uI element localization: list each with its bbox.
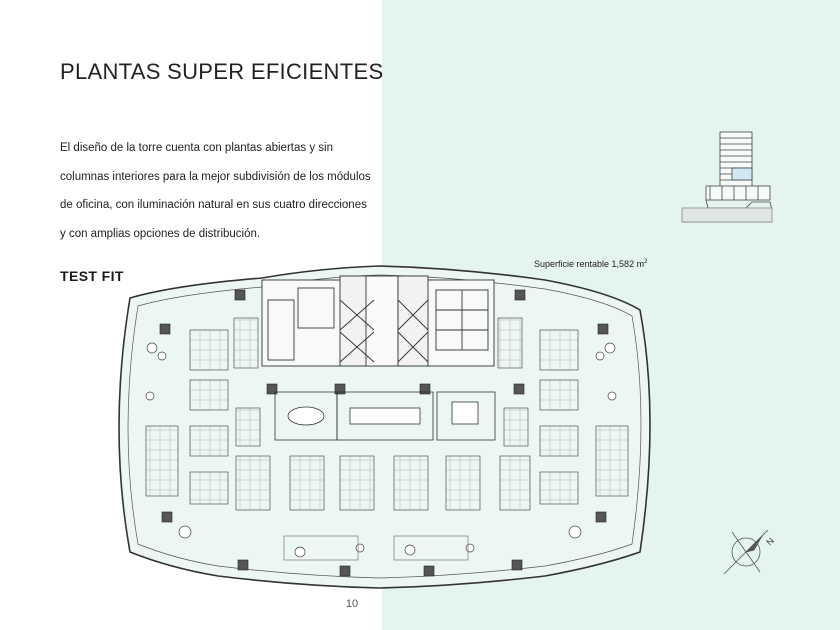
building-core [262,276,494,366]
page-number: 10 [345,598,359,610]
compass-north-label: N [764,535,777,548]
intro-line: El diseño de la torre cuenta con plantas abiertas y sin [60,142,333,154]
section-label-test-fit: TEST FIT [60,268,124,284]
intro-line: de oficina, con iluminación natural en sus cuatro direcciones [60,199,367,211]
intro-line: y con amplias opciones de distribución. [60,227,261,240]
north-arrow-icon [718,520,788,590]
intro-line: columnas interiores para la mejor subdivisión de los módulos [60,170,371,183]
area-unit-exponent: 2 [644,259,648,265]
rentable-area-text: Superficie rentable 1,582 m [534,259,645,269]
page-title: PLANTAS SUPER EFICIENTES [60,58,384,84]
